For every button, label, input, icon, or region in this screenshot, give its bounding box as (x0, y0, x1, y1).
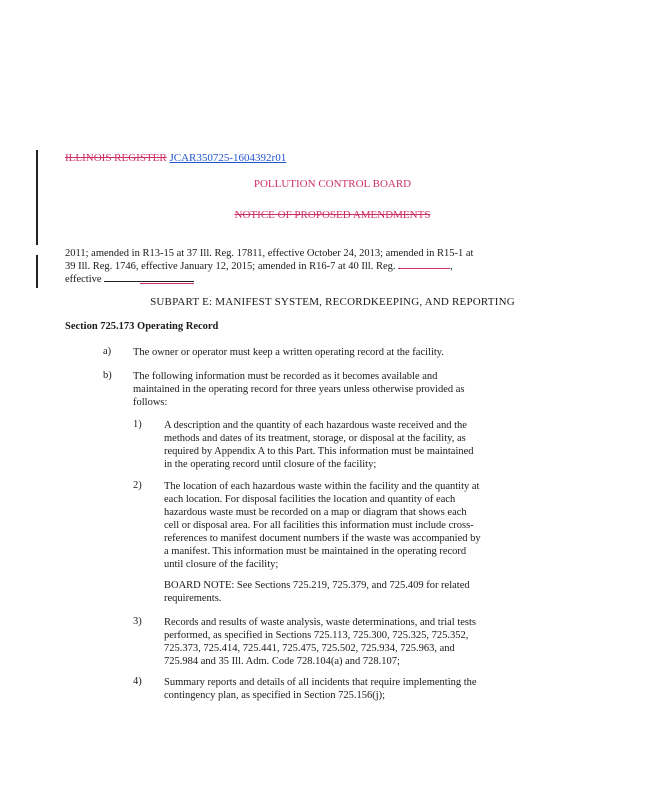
item-label: 2) (133, 480, 142, 491)
notice-title (0, 209, 665, 221)
effective-label: effective (65, 274, 102, 285)
revision-bar (36, 150, 38, 245)
item-text: A description and the quantity of each hazardous waste received and the methods and dates of its treatment, storage, or disposal at the facility, as required by Appendix A to this Part. This information must be maintained in the operating record until closure of the facility; (164, 420, 474, 470)
subpart-heading: SUBPART E: MANIFEST SYSTEM, RECORDKEEPING, AND REPORTING (150, 296, 515, 308)
authority-continuation (65, 247, 485, 286)
register-struck: ILLINOIS REGISTER (65, 152, 167, 164)
para-a-text: The owner or operator must keep a written operating record at the facility. (133, 347, 444, 358)
notice-struck: NOTICE OF PROPOSED AMENDMENTS (234, 209, 431, 221)
item-label: 1) (133, 419, 142, 430)
item-label: 4) (133, 676, 142, 687)
register-inserted: JCAR350725-1604392r01 (169, 152, 287, 164)
board-note: BOARD NOTE: See Sections 725.219, 725.379, and 725.409 for related requirements. (164, 580, 470, 604)
continuation-trail: , (450, 261, 453, 272)
blank-line (398, 268, 450, 269)
para-b-text: The following information must be recorded as it becomes available and maintained in the operating record for three years unless otherwise provided as follows: (133, 371, 465, 408)
effective-blank (104, 281, 194, 282)
revision-bar (36, 255, 38, 288)
item-text: Records and results of waste analysis, waste determinations, and trial tests performed, as specified in Sections 725.113, 725.300, 725.325, 725.352, 725.373, 725.414, 725.441, 725.475, 725.502, 725.934, 725.963, and 725.984 and 35 Ill. Adm. Code 728.104(a) and 728.107; (164, 617, 477, 667)
item-text: Summary reports and details of all incidents that require implementing the contingency plan, as specified in Section 725.156(j); (164, 677, 477, 701)
register-header (65, 152, 286, 164)
item-label: 3) (133, 616, 142, 627)
board-title: POLLUTION CONTROL BOARD (253, 178, 412, 190)
section-heading: Section 725.173 Operating Record (65, 321, 219, 332)
continuation-text: 2011; amended in R13-15 at 37 Ill. Reg. 17811, effective October 24, 2013; amended in R15-1 at 39 Ill. Reg. 1746, effective January 12, 2015; amended in R16-7 at 40 Ill. Reg. (65, 248, 474, 272)
para-a-label: a) (103, 346, 112, 357)
para-b-label: b) (103, 370, 112, 381)
item-text: The location of each hazardous waste within the facility and the quantity at each location. For disposal facilities the location and quantity of each hazardous waste must be recorded on a map or diagram that shows each cell or disposal area. For all facilities this information must include cross-references to manifest document numbers if the waste was accompanied by a manifest. This information must be maintained in the operating record until closure of the facility; (164, 481, 481, 570)
